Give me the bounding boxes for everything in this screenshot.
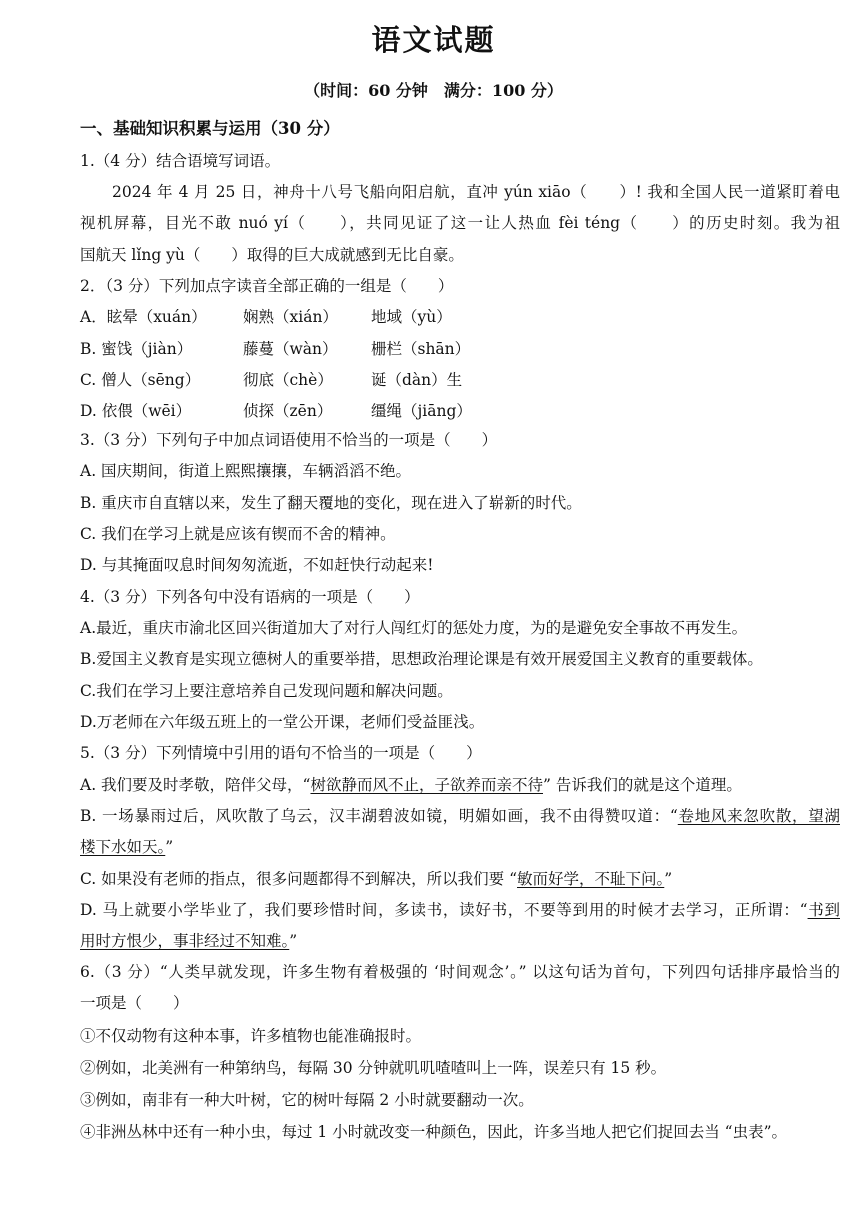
option-c-1: C. 僧人（sēng） [80,371,201,389]
option-a-3: 地域（yù） [371,308,452,326]
question-4-option-a: A.最近，重庆市渝北区回兴街道加大了对行人闯红灯的惩处力度，为的是避免安全事故不再发生。 [80,619,748,637]
question-3-option-a: A. 国庆期间，街道上熙熙攘攘，车辆滔滔不绝。 [80,462,412,480]
question-6-stem-line-2: 一项是（ ） [80,994,189,1012]
option-d-2: 侦探（zēn） [243,402,333,420]
option-d-quote-cont: 用时方恨少，事非经过不知难。 [80,932,290,950]
question-1-text-line-3: 国航天 lǐng yù（ ）取得的巨大成就感到无比自豪。 [80,246,464,264]
question-4-option-c: C.我们在学习上要注意培养自己发现问题和解决问题。 [80,682,453,700]
question-4-option-b: B.爱国主义教育是实现立德树人的重要举措，思想政治理论课是有效开展爱国主义教育的重要载体。 [80,650,763,668]
question-3-stem: 3.（3 分）下列句子中加点词语使用不恰当的一项是（ ） [80,431,498,449]
question-5-option-c [80,869,840,889]
option-b-text-end: ” [165,838,174,856]
option-d-text-end: ” [289,932,298,950]
option-a-text: A. 我们要及时孝敬，陪伴父母，“ [80,776,311,794]
question-3-option-c: C. 我们在学习上就是应该有锲而不舍的精神。 [80,525,396,543]
option-a-1: A．眩晕（xuán） [80,308,207,326]
option-d-quote: 书到 [807,901,840,919]
option-d-text: D. 马上就要小学毕业了，我们要珍惜时间，多读书，读好书，不要等到用的时候才去学习，正所谓：“ [80,901,808,919]
option-b-quote: 卷地风来忽吹散，望湖 [677,807,840,825]
section-heading: 一、基础知识积累与运用（30 分） [80,119,340,138]
exam-info: （时间：60 分钟 满分：100 分） [304,81,563,100]
question-6-sentence-3: ③例如，南非有一种大叶树，它的树叶每隔 2 小时就要翻动一次。 [80,1091,534,1109]
question-4-option-d: D.万老师在六年级五班上的一堂公开课，老师们受益匪浅。 [80,713,485,731]
question-2-stem: 2．（3 分）下列加点字读音全部正确的一组是（ ） [80,277,454,295]
question-5-option-b-line-2 [80,837,840,857]
question-6-sentence-2: ②例如，北美洲有一种第纳鸟，每隔 30 分钟就叽叽喳喳叫上一阵，误差只有 15 秒。 [80,1059,667,1077]
option-c-3: 诞（dàn）生 [371,371,463,389]
question-1-stem: 1.（4 分）结合语境写词语。 [80,152,281,170]
question-4-stem: 4.（3 分）下列各句中没有语病的一项是（ ） [80,588,420,606]
question-5-option-d-line-2 [80,931,840,951]
question-1-text-line-1: 2024 年 4 月 25 日，神舟十八号飞船向阳启航，直冲 yún xiāo（ ）! 我和全国人民一道紧盯着电 [112,183,840,201]
question-3-option-b: B. 重庆市自直辖以来，发生了翻天覆地的变化，现在进入了崭新的时代。 [80,494,582,512]
question-6-stem-line-1: 6.（3 分）“人类早就发现，许多生物有着极强的 ‘时间观念’。” 以这句话为首句，下列四句话排序最恰当的 [80,963,840,981]
page-title: 语文试题 [371,23,496,57]
option-b-quote-cont: 楼下水如天。 [80,838,166,856]
option-d-1: D. 依偎（wēi） [80,402,192,420]
option-c-text: C. 如果没有老师的指点，很多问题都得不到解决，所以我们要 “ [80,870,518,888]
option-a-quote: 树欲静而风不止，子欲养而亲不待 [310,776,543,794]
question-6-sentence-4: ④非洲丛林中还有一种小虫，每过 1 小时就改变一种颜色，因此，许多当地人把它们捉回去当 “虫表”。 [80,1123,787,1141]
question-5-option-b-line-1 [80,806,840,826]
question-5-option-d-line-1 [80,900,840,920]
question-5-stem: 5.（3 分）下列情境中引用的语句不恰当的一项是（ ） [80,744,482,762]
option-b-1: B. 蜜饯（jiàn） [80,340,193,358]
option-c-2: 彻底（chè） [243,371,333,389]
question-3-option-d: D. 与其掩面叹息时间匆匆流逝，不如赶快行动起来! [80,556,434,574]
question-6-sentence-1: ①不仅动物有这种本事，许多植物也能准确报时。 [80,1027,422,1045]
option-a-2: 娴熟（xián） [243,308,338,326]
option-b-3: 栅栏（shān） [371,340,471,358]
option-a-text-end: ” 告诉我们的就是这个道理。 [543,776,742,794]
option-c-quote: 敏而好学，不耻下问。 [517,870,665,888]
option-d-3: 缰绳（jiāng） [371,402,472,420]
question-1-text-line-2: 视机屏幕，目光不敢 nuó yí（ ），共同见证了这一让人热血 fèi téng（ ）的历史时刻。我为祖 [80,214,840,232]
option-c-text-end: ” [664,870,673,888]
option-b-text: B. 一场暴雨过后，风吹散了乌云，汉丰湖碧波如镜，明媚如画，我不由得赞叹道：“ [80,807,678,825]
question-5-option-a [80,775,840,795]
option-b-2: 藤蔓（wàn） [243,340,338,358]
